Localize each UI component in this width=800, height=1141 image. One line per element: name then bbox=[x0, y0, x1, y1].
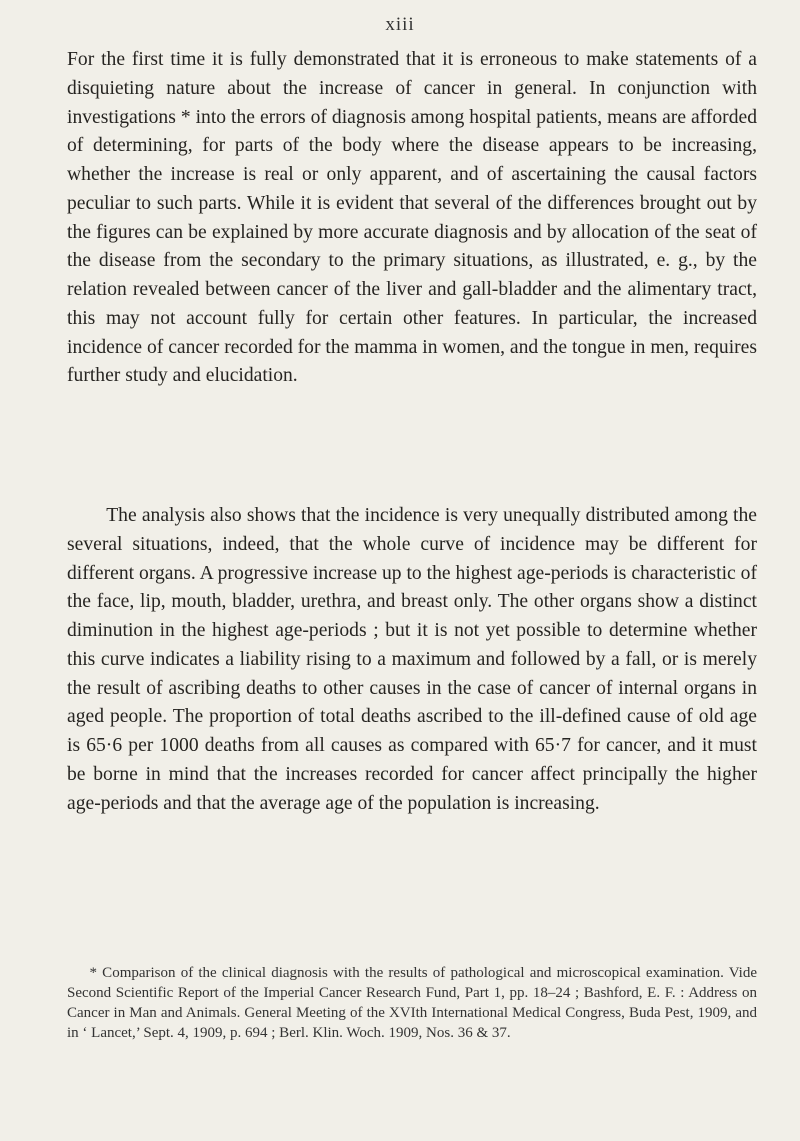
page-number: xiii bbox=[385, 14, 415, 35]
footnote: * Comparison of the clinical diagnosis with the results of pathological and microscopical examination. Vide Second Scientific Report of the Imperial Cancer Research Fund, Part 1, pp. 18–24 ; Bashford, E. F. : Address on Cancer in Man and Animals. General Meeting of the XVIth International Medical Congress, Buda Pest, 1909, and in ‘ Lancet,’ Sept. 4, 1909, p. 694 ; Berl. Klin. Woch. 1909, Nos. 36 & 37. bbox=[67, 965, 757, 1041]
paragraph-1: For the first time it is fully demonstrated that it is erroneous to make statements of a disquieting nature about the increase of cancer in general. In conjunction with investigations * into the errors of diagnosis among hospital patients, means are afforded of determining, for parts of the body where the disease appears to be increasing, whether the increase is real or only apparent, and of ascertaining the causal factors peculiar to such parts. While it is evident that several of the differences brought out by the figures can be explained by more accurate diagnosis and by allocation of the seat of the disease from the secondary to the primary situations, as illustrated, e. g., by the relation revealed between cancer of the liver and gall-bladder and the alimentary tract, this may not account fully for certain other features. In particular, the increased incidence of cancer recorded for the mamma in women, and the tongue in men, requires further study and elucidation. bbox=[67, 49, 757, 387]
paragraph-2: The analysis also shows that the incidence is very unequally distributed among the several situations, indeed, that the whole curve of incidence may be different for different organs. A progressive increase up to the highest age-periods is characteristic of the face, lip, mouth, bladder, urethra, and breast only. The other organs show a distinct diminution in the highest age-periods ; but it is not yet possible to determine whether this curve indicates a liability rising to a maximum and followed by a fall, or is merely the result of ascribing deaths to other causes in the case of cancer of internal organs in aged people. The proportion of total deaths ascribed to the ill-defined cause of old age is 65·6 per 1000 deaths from all causes as compared with 65·7 for cancer, and it must be borne in mind that the increases recorded for cancer affect principally the higher age-periods and that the average age of the population is increasing. bbox=[67, 505, 757, 814]
